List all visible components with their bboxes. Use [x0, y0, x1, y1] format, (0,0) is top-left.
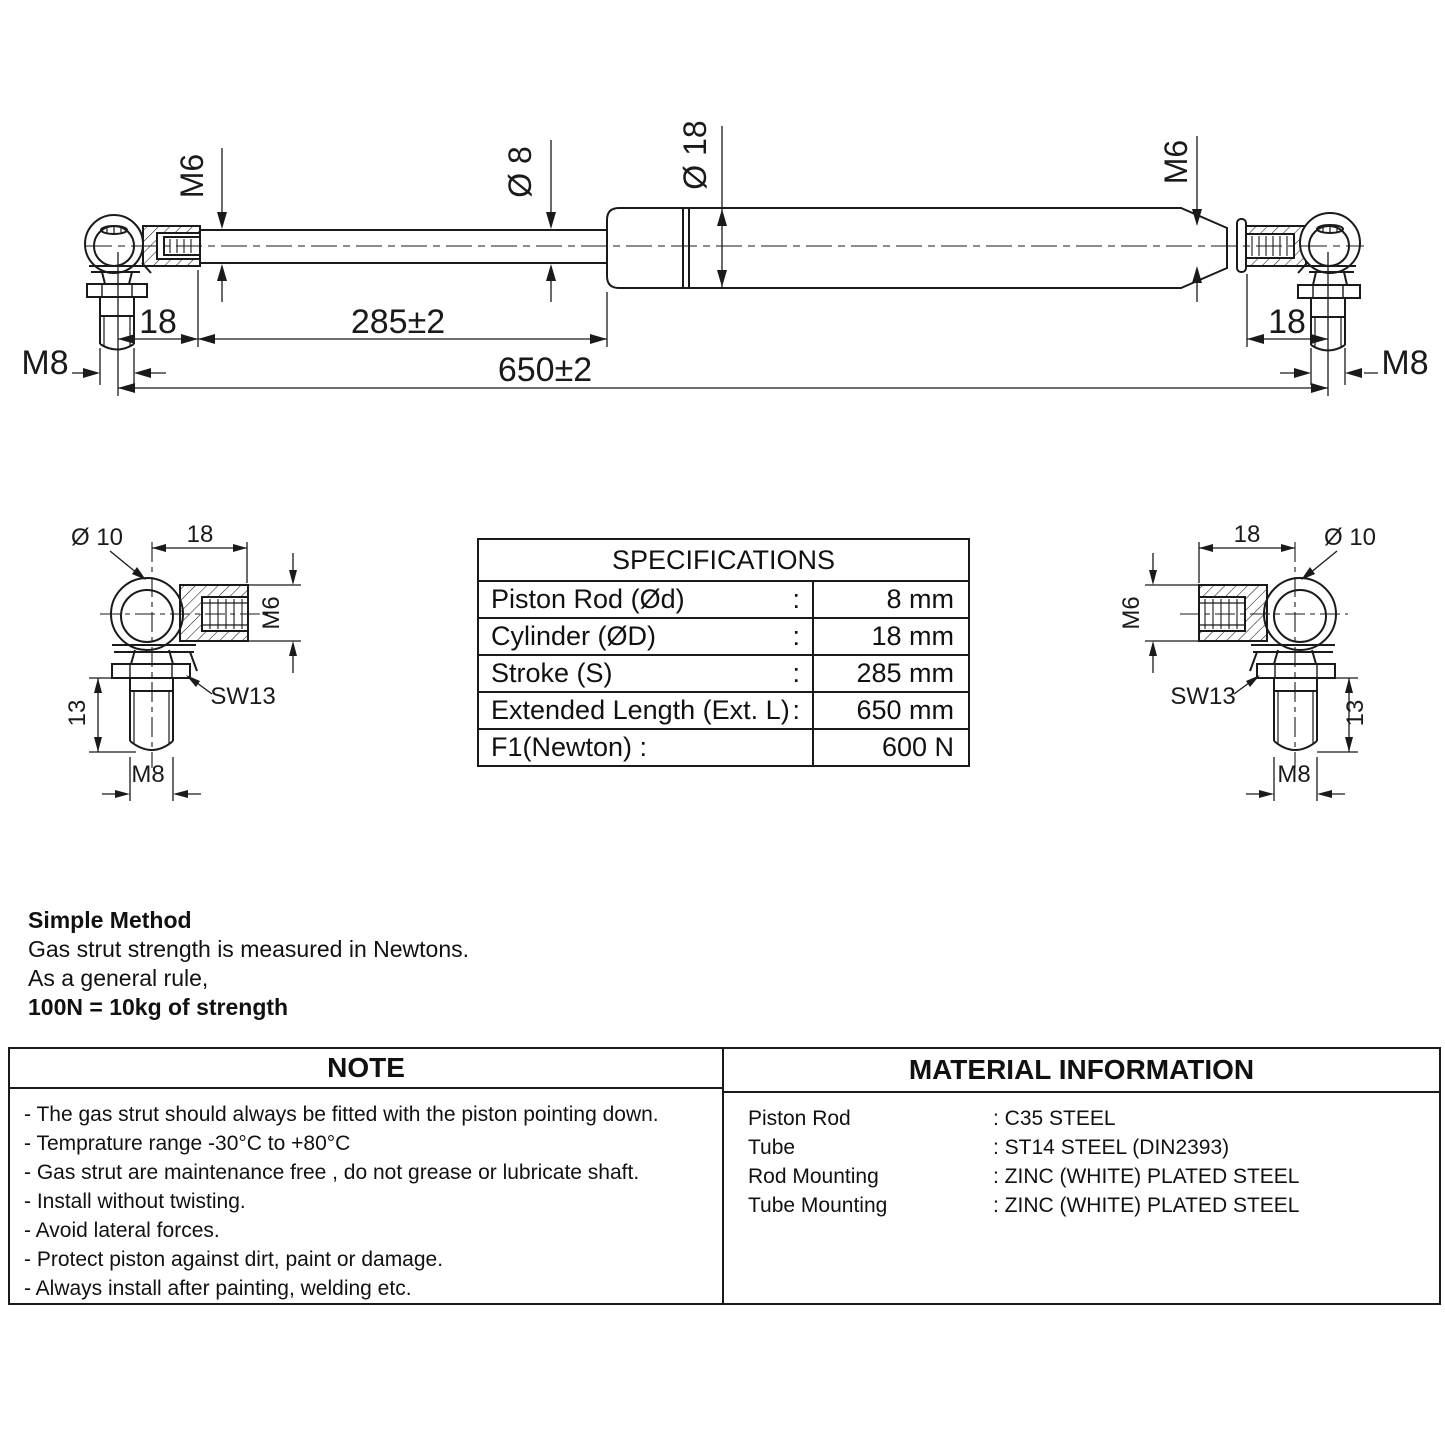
- detail-right-18-label: 18: [1233, 521, 1261, 548]
- specifications-title: SPECIFICATIONS: [479, 540, 968, 582]
- detail-left-hex: [112, 664, 190, 678]
- detail-left-dia10-label: Ø 10: [70, 524, 124, 551]
- detail-left-18-label: 18: [186, 521, 214, 548]
- material-label: Rod Mounting: [748, 1165, 879, 1188]
- note-item: - Protect piston against dirt, paint or damage.: [24, 1248, 444, 1271]
- spec-colon: :: [792, 621, 800, 651]
- spec-value: 285 mm: [856, 658, 954, 688]
- material-row: [748, 1104, 1433, 1133]
- spec-row-extended-length: [479, 693, 968, 730]
- spec-label-text: Piston Rod (Ød): [491, 584, 685, 614]
- detail-right-dia10-label: Ø 10: [1323, 524, 1377, 551]
- simple-method-heading: Simple Method: [28, 907, 192, 933]
- detail-left-m8-label: M8: [131, 761, 165, 788]
- left-stud-flange: [87, 284, 147, 297]
- dim-label-m6-left: M6: [174, 153, 210, 199]
- spec-value: 650 mm: [856, 695, 954, 725]
- detail-right-sw13-label: SW13: [1170, 683, 1236, 710]
- dim-label-m8-left: M8: [21, 344, 69, 382]
- material-column: [724, 1049, 1439, 1303]
- spec-row-piston-rod: [479, 582, 968, 619]
- spec-label-text: Stroke (S): [491, 658, 613, 688]
- material-label: Tube: [748, 1136, 796, 1159]
- dim-label-m6-right: M6: [1158, 139, 1194, 185]
- material-value: : ZINC (WHITE) PLATED STEEL: [993, 1165, 1300, 1188]
- right-stud-flange: [1298, 285, 1360, 298]
- material-value: : ZINC (WHITE) PLATED STEEL: [993, 1194, 1300, 1217]
- simple-method-line1: Gas strut strength is measured in Newtons.: [28, 936, 470, 962]
- note-item: - The gas strut should always be fitted with the piston pointing down.: [24, 1103, 659, 1126]
- material-value: : C35 STEEL: [993, 1107, 1116, 1130]
- detail-left-13-label: 13: [64, 699, 91, 727]
- detail-left-sw13-label: SW13: [210, 683, 276, 710]
- material-row: [748, 1162, 1433, 1191]
- spec-value: 18 mm: [871, 621, 954, 651]
- note-item: - Avoid lateral forces.: [24, 1219, 220, 1242]
- dim-label-extended-length: 650±2: [497, 351, 593, 389]
- detail-view-right: [1199, 578, 1336, 750]
- detail-right-m8-label: M8: [1277, 761, 1311, 788]
- spec-colon: :: [792, 695, 800, 725]
- simple-method-block: [28, 906, 469, 1022]
- material-row: [748, 1191, 1433, 1220]
- note-title: NOTE: [10, 1049, 722, 1089]
- spec-row-stroke: [479, 656, 968, 693]
- dim-label-18-left: 18: [139, 303, 177, 341]
- material-title: MATERIAL INFORMATION: [724, 1049, 1439, 1093]
- note-item: - Gas strut are maintenance free , do not grease or lubricate shaft.: [24, 1161, 640, 1184]
- specifications-table: [477, 538, 970, 767]
- dim-label-dia8: Ø 8: [502, 146, 538, 198]
- cylinder-seam: [683, 208, 689, 288]
- cylinder: [607, 208, 1227, 288]
- spec-row-cylinder: [479, 619, 968, 656]
- dim-label-m8-right: M8: [1381, 344, 1429, 382]
- spec-colon: :: [792, 584, 800, 614]
- detail-right-13-label: 13: [1342, 699, 1369, 727]
- dim-label-dia18: Ø 18: [677, 120, 713, 190]
- spec-label-text: F1(Newton) :: [491, 732, 648, 762]
- detail-left-m6-label: M6: [258, 596, 285, 630]
- material-label: Piston Rod: [748, 1107, 851, 1130]
- simple-method-line3: 100N = 10kg of strength: [28, 994, 289, 1020]
- note-material-table: [8, 1047, 1441, 1305]
- dim-label-stroke: 285±2: [350, 303, 446, 341]
- dim-label-18-right: 18: [1268, 303, 1306, 341]
- detail-right-m6-label: M6: [1118, 596, 1145, 630]
- note-item: - Always install after painting, welding etc.: [24, 1277, 412, 1300]
- material-row: [748, 1133, 1433, 1162]
- detail-right-hex: [1257, 664, 1335, 678]
- material-label: Tube Mounting: [748, 1194, 888, 1217]
- note-item: - Install without twisting.: [24, 1190, 246, 1213]
- spec-value: 600 N: [881, 732, 954, 762]
- simple-method-line2: As a general rule,: [28, 965, 209, 991]
- spec-colon: :: [792, 658, 800, 688]
- material-value: : ST14 STEEL (DIN2393): [993, 1136, 1230, 1159]
- spec-label-text: Cylinder (ØD): [491, 621, 657, 651]
- spec-row-force: [479, 730, 968, 765]
- spec-label-text: Extended Length (Ext. L): [491, 695, 790, 725]
- detail-view-left: [111, 578, 248, 750]
- note-item: - Temprature range -30°C to +80°C: [24, 1132, 351, 1155]
- spec-value: 8 mm: [886, 584, 954, 614]
- note-column: [10, 1049, 724, 1303]
